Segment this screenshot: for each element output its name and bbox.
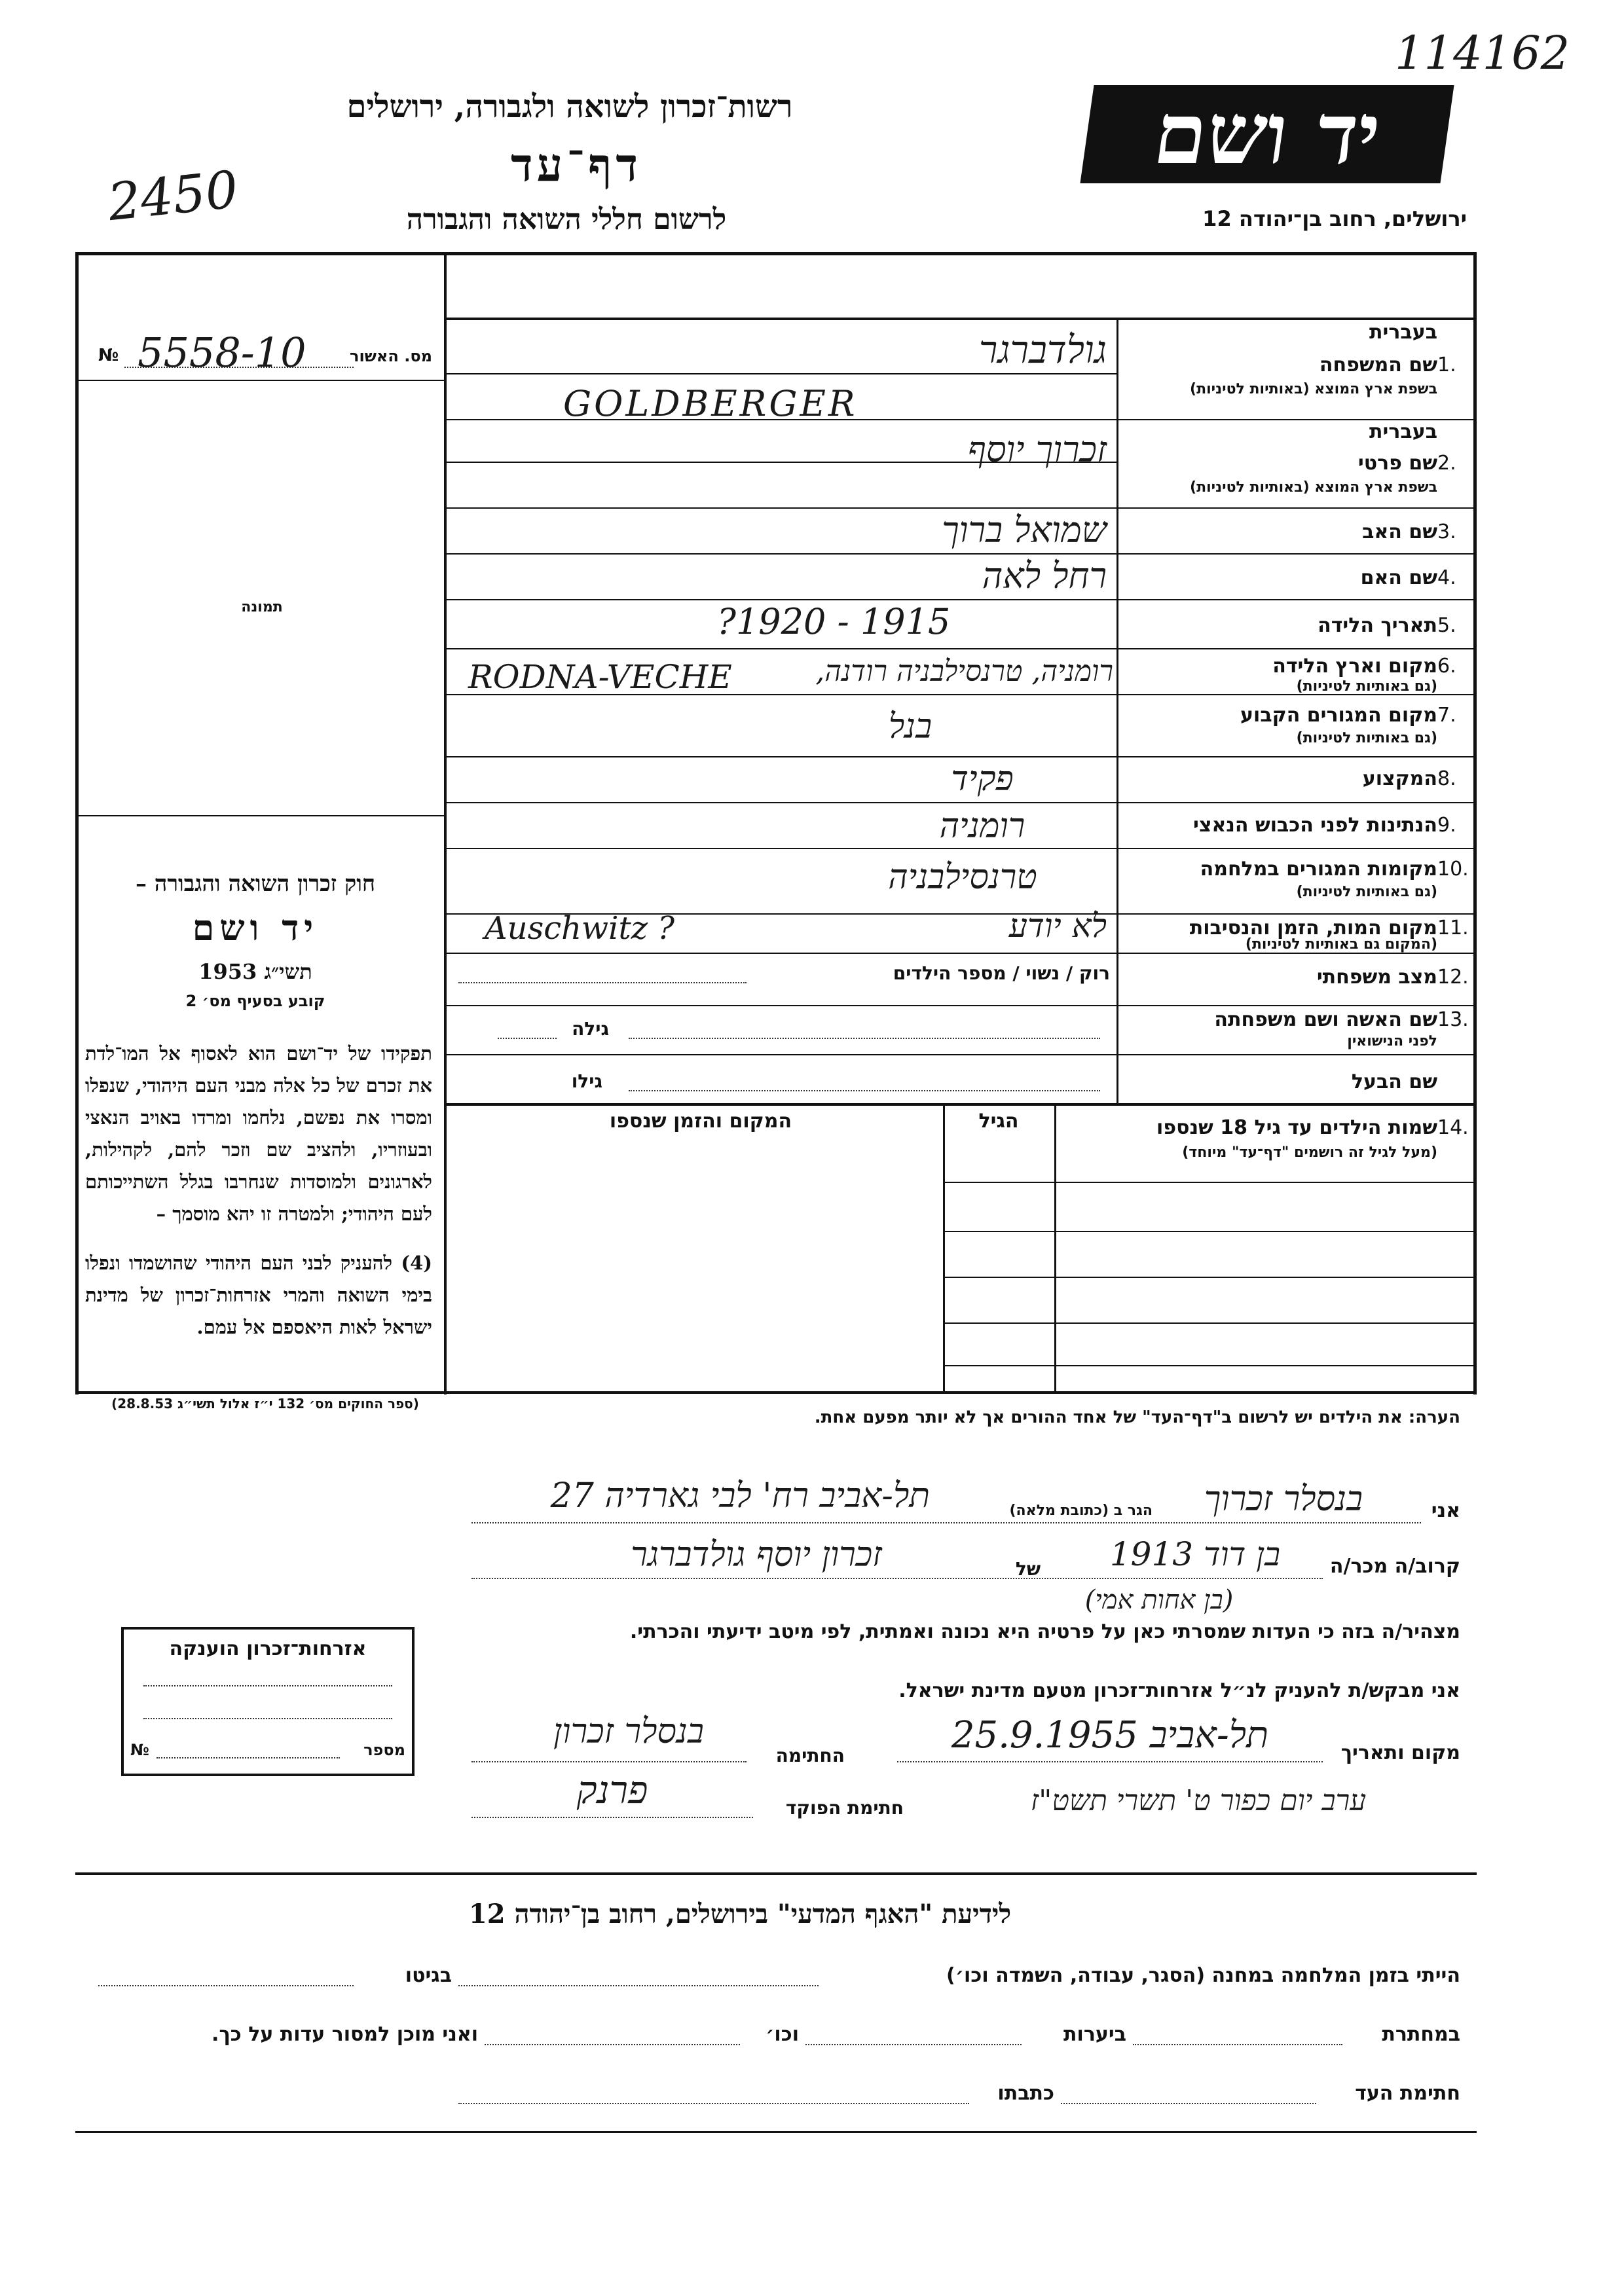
children-label: שמות הילדים עד גיל 18 שנספו <box>1156 1116 1437 1139</box>
testimony-willing-label: ואני מוכן למסור עדות על כך. <box>212 2023 478 2046</box>
law-reference: (ספר החוקים מס׳ 132 י״ז אלול תשי״ג 28.8.53) <box>111 1396 419 1412</box>
corner-number: 2450 <box>105 160 241 233</box>
mother-name: רחל לאה <box>982 555 1107 596</box>
field-1-sub: בשפת ארץ המוצא (באותיות לטיניות) <box>1190 381 1437 397</box>
witness-signature-label: חתימת העד <box>1355 2082 1460 2105</box>
approval-number-value: 5558-10 <box>138 329 306 376</box>
field-3-label: שם האב <box>1362 520 1437 543</box>
husband-age-label: גילו <box>571 1070 602 1092</box>
field-12-number: 12. <box>1437 966 1469 989</box>
scientific-dept-title: לידיעת "האגף המדעי" בירושלים, רחוב בן־יהודה 12 <box>468 1899 1012 1929</box>
citizenship-no-symbol: № <box>130 1741 149 1759</box>
death-place-hebrew: לא יודע <box>1008 907 1107 945</box>
law-year: תשי״ג 1953 <box>198 959 312 984</box>
etc-label: וכו׳ <box>766 2023 799 2046</box>
field-14-number: 14. <box>1437 1116 1469 1139</box>
children-note: הערה: את הילדים יש לרשום ב"דף־העד" של אחד ההורים אך לא יותר מפעם אחת. <box>814 1408 1460 1427</box>
field-2-hebrew-tag: בעברית <box>1369 420 1437 443</box>
field-10-number: 10. <box>1437 858 1469 881</box>
birth-place-hebrew: רומניה, טרנסילבניה רודנה, <box>815 655 1113 688</box>
relation-of-label: של <box>1015 1558 1041 1580</box>
approval-number-label: מס. האשור <box>350 347 432 365</box>
field-3-number: 3. <box>1437 520 1456 543</box>
field-1-label: שם המשפחה <box>1319 354 1437 376</box>
yad-vashem-logo: יד ושם <box>1080 85 1454 183</box>
citizenship-box <box>121 1627 415 1776</box>
law-name: יד ושם <box>192 907 319 949</box>
field-11-number: 11. <box>1437 917 1469 939</box>
wife-age-label: גילה <box>572 1018 609 1040</box>
birth-place-latin: RODNA-VECHE <box>468 658 732 696</box>
profession: פקיד <box>951 759 1014 799</box>
field-11-label: מקום המות, הזמן והנסיבות <box>1189 917 1437 939</box>
field-2-number: 2. <box>1437 452 1456 475</box>
residence: בנל <box>888 707 932 746</box>
declarant-address: תל-אביב רח' לבי גארדיה 27 <box>550 1476 930 1516</box>
field-10-label: מקומות המגורים במלחמה <box>1200 858 1437 881</box>
declarant-address-label: הגר ב (כתובת מלאה) <box>1009 1503 1153 1519</box>
field-6-sub: (גם באותיות לטיניות) <box>1296 678 1437 695</box>
family-name-latin: GOLDBERGER <box>563 383 858 424</box>
field-12-label: מצב משפחתי <box>1316 966 1437 989</box>
camp-line-label: הייתי בזמן המלחמה במחנה (הסגר, עבודה, השמדה וכו׳) <box>946 1964 1460 1987</box>
field-9-number: 9. <box>1437 814 1456 837</box>
field-1-number: 1. <box>1437 354 1456 376</box>
field-2-sub: בשפת ארץ המוצא (באותיות לטיניות) <box>1190 479 1437 496</box>
officer-note: ערב יום כפור ט' תשרי תשט"ז <box>1030 1784 1367 1817</box>
authority-name: רשות־זכרון לשואה ולגבורה, ירושלים <box>346 88 793 125</box>
signature-label: החתימה <box>775 1745 845 1766</box>
ghetto-label: בגיטו <box>405 1964 452 1987</box>
form-title: דף־עד <box>510 137 642 192</box>
form-subtitle: לרשום חללי השואה והגבורה <box>406 203 727 236</box>
field-6-number: 6. <box>1437 655 1456 678</box>
field-4-number: 4. <box>1437 566 1456 589</box>
officer-signature-label: חתימת הפוקד <box>785 1797 904 1819</box>
relation-person-name: זכרון יוסף גולדברגר <box>631 1535 882 1575</box>
field-8-label: המקצוע <box>1362 767 1437 790</box>
family-name-hebrew: גולדברגר <box>978 327 1107 372</box>
place-date-value: תל-אביב 25.9.1955 <box>951 1714 1269 1757</box>
citizenship-number-label: מספר <box>363 1741 405 1759</box>
children-col-place: המקום והזמן שנספו <box>609 1110 792 1133</box>
archive-stamp-number: 114162 <box>1395 26 1570 80</box>
field-5-number: 5. <box>1437 614 1456 637</box>
husband-name-label: שם הבעל <box>1351 1070 1437 1093</box>
photo-label: תמונה <box>241 599 283 615</box>
law-clause: קובע בסעיף מס׳ 2 <box>185 992 325 1010</box>
field-11-sub: (המקום גם באותיות לטיניות) <box>1245 936 1437 953</box>
witness-address-label: כתבתו <box>997 2082 1054 2105</box>
death-place-latin: Auschwitz ? <box>485 910 675 947</box>
nationality: רומניה <box>939 807 1025 846</box>
declarant-name: בנסלר זכרוך <box>1204 1480 1363 1519</box>
declarant-signature: בנסלר זכרון <box>553 1712 704 1751</box>
field-1-hebrew-tag: בעברית <box>1369 321 1437 344</box>
field-13-sub: לפני הנישואין <box>1347 1033 1437 1049</box>
forests-label: ביערות <box>1063 2023 1126 2046</box>
field-7-label: מקום המגורים הקבוע <box>1240 704 1437 727</box>
children-col-age: הגיל <box>978 1110 1019 1133</box>
field-7-number: 7. <box>1437 704 1456 727</box>
law-text-2: (4) להעניק לבני העם היהודי שהושמדו ונפלו בימי השואה והמרי אזרחות־זכרון של מדינת ישראל לאות היאספם אל עמם. <box>85 1252 432 1338</box>
yad-vashem-address: ירושלים, רחוב בן־יהודה 12 <box>1202 206 1467 231</box>
first-name: זכרוך יוסף <box>967 429 1107 470</box>
field-13-number: 13. <box>1437 1008 1469 1031</box>
relation-note: (בן אחות אמי) <box>1084 1585 1234 1615</box>
field-6-label: מקום וארץ הלידה <box>1272 655 1437 678</box>
declaration-statement: מצהיר/ה בזה כי העדות שמסרתי כאן על פרטיה היא נכונה ואמתית, לפי מיטב ידיעתי והכרתי. <box>629 1620 1460 1643</box>
marital-status-options: רוק / נשוי / מספר הילדים <box>893 962 1110 984</box>
law-text-1: תפקידו של יד־ושם הוא לאסוף אל המו־לדת את זכרם של כל אלה מבני העם היהודי, שנפלו ומסרו את נפשם, נלחמו ומרדו באויב הנאצי ובעוזריו, ולהציב שם וזכר להם, לקהילות, לארגונים ולמוסדות שנחרבו בגלל השתייכותם לעם היהודי; ולמטרה זו יהא מוסמך – <box>85 1042 432 1225</box>
field-7-sub: (גם באותיות לטיניות) <box>1296 730 1437 746</box>
officer-signature: פרנק <box>576 1768 648 1812</box>
field-10-sub: (גם באותיות לטיניות) <box>1296 884 1437 900</box>
field-8-number: 8. <box>1437 767 1456 790</box>
relation-label: קרוב/ה מכר/ה <box>1329 1555 1460 1578</box>
no-symbol: № <box>98 346 119 365</box>
field-4-label: שם האם <box>1360 566 1437 589</box>
children-sub: (מעל לגיל זה רושמים "דף־עד" מיוחד) <box>1182 1144 1437 1161</box>
birth-date: ?1920 - 1915 <box>717 601 951 642</box>
wartime-residence: טרנסילבניה <box>888 858 1037 897</box>
underground-label: במחתרת <box>1382 2023 1460 2046</box>
place-date-label: מקום ותאריך <box>1340 1741 1460 1764</box>
father-name: שמואל ברוך <box>942 509 1107 551</box>
citizenship-box-title: אזרחות־זכרון הוענקה <box>169 1637 367 1660</box>
declarant-prefix: אני <box>1431 1499 1460 1522</box>
citizenship-request: אני מבקש/ת להעניק לנ״ל אזרחות־זכרון מטעם מדינת ישראל. <box>898 1679 1460 1702</box>
field-2-label: שם פרטי <box>1357 452 1437 475</box>
field-5-label: תאריך הלידה <box>1318 614 1437 637</box>
field-9-label: הנתינות לפני הכבוש הנאצי <box>1193 814 1437 837</box>
law-title: חוק זכרון השואה והגבורה – <box>135 871 376 897</box>
relation-value: בן דוד 1913 <box>1109 1535 1281 1573</box>
field-13-label: שם האשה ושם משפחתה <box>1214 1008 1437 1031</box>
